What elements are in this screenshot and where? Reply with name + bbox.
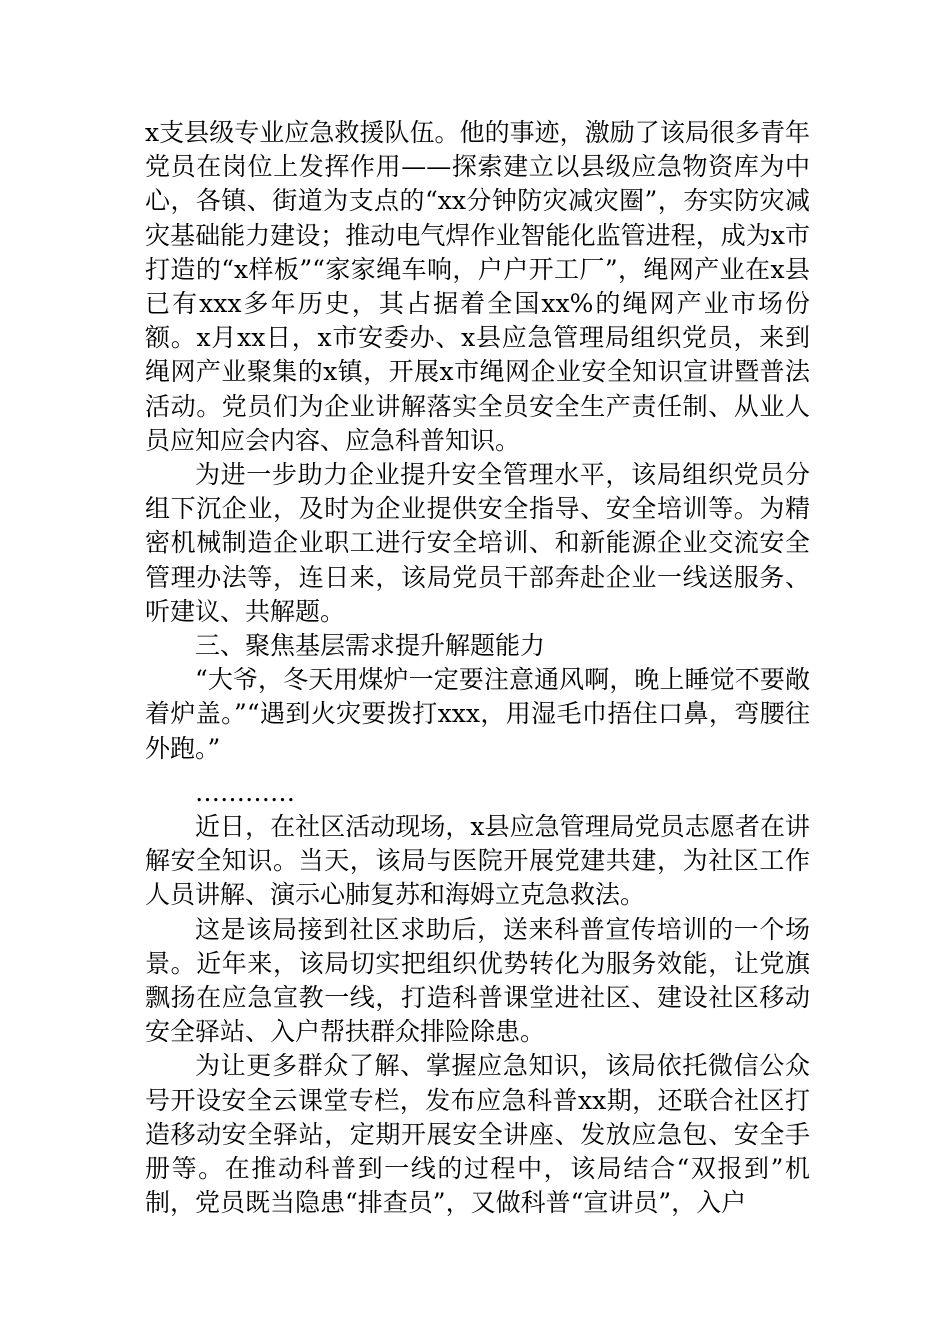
paragraph-community-event: 近日，在社区活动现场，x县应急管理局党员志愿者在讲解安全知识。当天，该局与医院开展党建共建，为社区工作人员讲解、演示心肺复苏和海姆立克急救法。 <box>145 812 810 910</box>
paragraph-ellipsis: ………… <box>195 777 295 807</box>
paragraph-community-scene: 这是该局接到社区求助后，送来科普宣传培训的一个场景。近年来，该局切实把组织优势转化为服务效能，让党旗飘扬在应急宣教一线，打造科普课堂进社区、建设社区移动安全驿站、入户帮扶群众排险除患。 <box>145 914 810 1047</box>
paragraph-quote: “大爷，冬天用煤炉一定要注意通风啊，晚上睡觉不要敞着炉盖。”“遇到火灾要拨打xxx，用湿毛巾捂住口鼻，弯腰往外跑。” <box>145 665 810 763</box>
paragraph-wechat-classroom: 为让更多群众了解、掌握应急知识，该局依托微信公众号开设安全云课堂专栏，发布应急科普xx期，还联合社区打造移动安全驿站，定期开展安全讲座、发放应急包、安全手册等。在推动科普到一线的过程中，该局结合“双报到”机制，党员既当隐患“排查员”，又做科普“宣讲员”，入户 <box>145 1051 810 1218</box>
document-body <box>145 116 810 1221</box>
paragraph-continuation: x支县级专业应急救援队伍。他的事迹，激励了该局很多青年党员在岗位上发挥作用——探索建立以县级应急物资库为中心，各镇、街道为支点的“xx分钟防灾减灾圈”，夯实防灾减灾基础能力建设；推动电气焊作业智能化监管进程，成为x市打造的“x样板”“家家绳车响，户户开工厂”，绳网产业在x县已有xxx多年历史，其占据着全国xx%的绳网产业市场份额。x月xx日，x市安委办、x县应急管理局组织党员，来到绳网产业聚集的x镇，开展x市绳网企业安全知识宣讲暨普法活动。党员们为企业讲解落实全员安全生产责任制、从业人员应知应会内容、应急科普知识。 <box>145 118 810 455</box>
section-heading-three: 三、聚焦基层需求提升解题能力 <box>195 631 546 661</box>
paragraph-enterprise-training: 为进一步助力企业提升安全管理水平，该局组织党员分组下沉企业，及时为企业提供安全指导、安全培训等。为精密机械制造企业职工进行安全培训、和新能源企业交流安全管理办法等，连日来，该局党员干部奔赴企业一线送服务、听建议、共解题。 <box>145 460 810 626</box>
